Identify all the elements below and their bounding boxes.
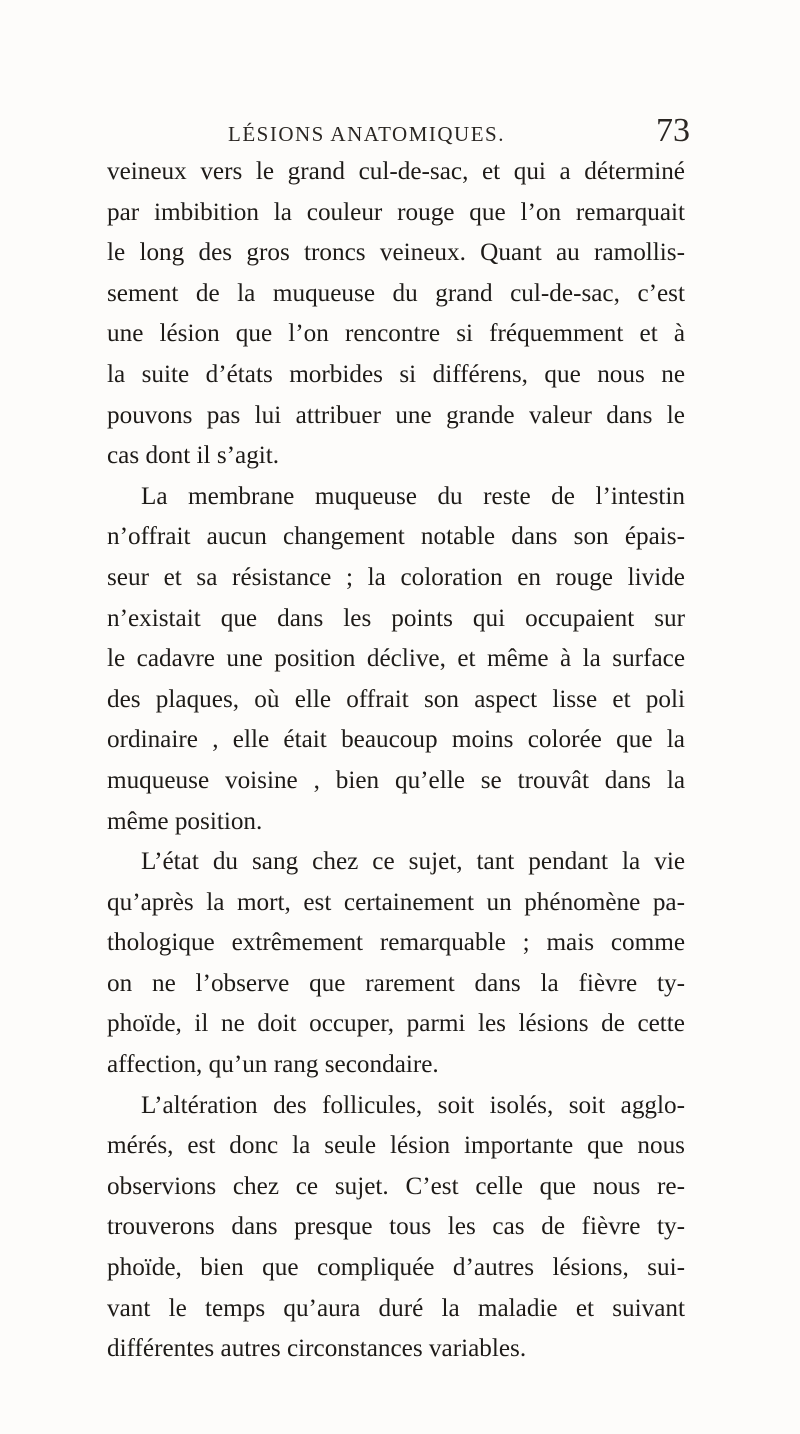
text-line: ordinaire , elle était beaucoup moins colorée que la: [107, 726, 685, 754]
text-line: muqueuse voisine , bien qu’elle se trouvât dans la: [107, 766, 685, 794]
text-line: différentes autres circonstances variables.: [107, 1335, 527, 1363]
text-line: la suite d’états morbides si différens, que nous ne: [107, 360, 685, 388]
text-line: pouvons pas lui attribuer une grande valeur dans le: [107, 401, 685, 429]
text-line: mérés, est donc la seule lésion importante que nous: [107, 1132, 685, 1160]
text-line: thologique extrêmement remarquable ; mais comme: [107, 929, 685, 957]
text-line: seur et sa résistance ; la coloration en rouge livide: [107, 563, 685, 591]
text-line: des plaques, où elle offrait son aspect lisse et poli: [107, 685, 685, 713]
text-line: cas dont il s’agit.: [107, 442, 280, 470]
text-line: vant le temps qu’aura duré la maladie et suivant: [107, 1294, 685, 1322]
text-line: affection, qu’un rang secondaire.: [107, 1051, 439, 1079]
text-line: le cadavre une position déclive, et même à la surface: [107, 645, 685, 673]
text-line: sement de la muqueuse du grand cul-de-sac, c’est: [107, 279, 685, 307]
text-line: veineux vers le grand cul-de-sac, et qui a déterminé: [107, 158, 685, 185]
text-line: phoïde, bien que compliquée d’autres lésions, sui-: [107, 1254, 685, 1282]
text-line: La membrane muqueuse du reste de l’intestin: [141, 482, 685, 510]
text-line: trouverons dans presque tous les cas de fièvre ty-: [107, 1213, 685, 1241]
text-line: qu’après la mort, est certainement un phénomène pa-: [107, 888, 685, 916]
text-line: une lésion que l’on rencontre si fréquemment et à: [107, 320, 685, 348]
page-number: 73: [656, 112, 690, 149]
text-line: L’altération des follicules, soit isolés, soit agglo-: [141, 1091, 685, 1119]
text-line: L’état du sang chez ce sujet, tant pendant la vie: [141, 848, 685, 876]
running-title: LÉSIONS ANATOMIQUES.: [228, 122, 505, 146]
text-line: n’existait que dans les points qui occupaient sur: [107, 604, 685, 632]
text-line: n’offrait aucun changement notable dans son épais-: [107, 523, 685, 551]
text-line: par imbibition la couleur rouge que l’on remarquait: [107, 198, 685, 226]
body-text: [107, 152, 685, 1370]
text-line: le long des gros troncs veineux. Quant au ramollis-: [107, 239, 685, 267]
text-line: on ne l’observe que rarement dans la fièvre ty-: [107, 969, 685, 997]
text-line: observions chez ce sujet. C’est celle que nous re-: [107, 1172, 685, 1200]
text-line: phoïde, il ne doit occuper, parmi les lésions de cette: [107, 1010, 685, 1038]
text-line: même position.: [107, 807, 263, 835]
